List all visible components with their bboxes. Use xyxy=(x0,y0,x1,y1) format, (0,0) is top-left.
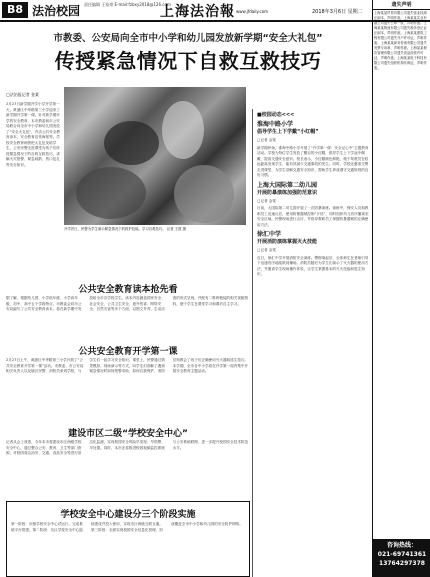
sidebar-item-subtitle: 倡导学生上下学戴“小红帽” xyxy=(257,129,319,135)
photo-figure xyxy=(76,167,146,219)
photo-figure xyxy=(162,101,204,159)
box-title: 学校安全中心建设分三个阶段实施 xyxy=(60,510,196,520)
issue-date: 2018年3月6日 星期二 xyxy=(312,9,363,15)
notice-column xyxy=(372,0,430,577)
sidebar-item-subtitle: 开展防暴演练加强防范意识 xyxy=(257,189,318,196)
notice-title: 遗失声明 xyxy=(373,0,430,10)
hotline-number: 021-69741361 xyxy=(377,551,427,558)
sidebar-item-text: 日前，大国际第二幼儿园开展了一次防暴演练。演练中，保安人员和教职员工迅速反应，使用防暴器械控制“歹徒”，同时组织幼儿有序撤离至安全区域。民警现场进行点评，并指导教职员工掌握防暴器械的正确使用方法。 xyxy=(257,206,369,227)
editor-info: 责任编辑 王家豪 E-mail:fzbxy2018@126.com xyxy=(84,2,171,7)
page-tag: B8 xyxy=(2,2,28,18)
website-url[interactable]: www.jfdaily.com xyxy=(236,9,269,14)
article-body: 记者从会上获悉，今年本市将建设市区两级学校安全中心，通过整合公安、教育、卫生等部门资源，对校园周边治安、交通、食品安全等进行常态化监测，实现校园安全风险早发现、早预警、早处置。同时，本市还将推进校园视频监控系统与公安系统联网，进一步提升校园安全技术防范水平。 xyxy=(6,440,249,455)
kicker: 市教委、公安局向全市中小学和幼儿园发放新学期“安全大礼包” xyxy=(53,33,323,44)
hotline-mobile: 13764297378 xyxy=(379,560,425,567)
info-box xyxy=(6,501,250,577)
sidebar-item-title: 淮海中路小学 xyxy=(257,121,294,128)
photo-figure xyxy=(104,121,159,165)
sidebar-item-byline: □记者 金棠 xyxy=(257,248,276,252)
photo-caption: 开学首日，民警为学生演示紧急情况下的救护技能，学习自救技巧。 记者 王建 摄 xyxy=(64,227,186,231)
photo-figure xyxy=(174,165,234,223)
sidebar-item-text: 新学期伊始，淮海中路小学开展了“开学第一课：安全记心中”主题教育活动。学校为每位学生发放了醒目的小红帽，倡导学生上下学途中佩戴，提高交通安全意识。校长表示，小红帽颜色鲜艳，便于驾驶员在较远距离发现学生，能有效减少交通事故的发生。同时，学校还邀请交警走进课堂，为学生讲解交通安全知识，帮助学生养成遵守交通规则的良好习惯。 xyxy=(257,145,369,177)
sidebar-item-byline: □记者 金棠 xyxy=(257,198,276,203)
article-body: 据了解，根据幼儿园、小学低年级、小学高年级、初中、高中五个学段特点，市教委会同市公安局编写了公共安全教育读本，将在新学期中发放给全市各学段学生。读本内容涵盖国家安全、社会安全、公共卫生安全、意外伤害、网络安全、自然灾害等多个方面，以图文并茂、生动活泼的形式呈现，并配有二维码链接的相关视频资料，便于学生在课堂学习和课后自主学习。 xyxy=(6,296,249,311)
news-photo xyxy=(64,87,246,225)
sidebar-item-text: 近日，徐汇中学开展消防安全演练。警报响起后，全体师生在老师引导下迅速有序地疏散到操场。消防员随后为学生们演示了灭火器的使用方法，并邀请学生现场操作体验，让学生掌握基本的灭火技能和逃生知识。 xyxy=(257,255,369,276)
lead-text: 2月27日新学期开学小学开学第一天，黄浦区中华路第三小学迎来了新学期开学第一课。针对新学期开学的安全教育，本市教委和市公安局联合向全市中小学和幼儿园发放了“安全大礼包”，内含公共安全教育读本、安全教育宣传海报等。学校安全教育师资把大礼包发给学生，公安民警走进课堂为孩子们传授紧急情况下的自救互救技巧，讲解火灾报警、紧急疏散、伤口包扎等安全知识。 xyxy=(6,102,61,167)
hotline-label: 咨询热线： xyxy=(386,542,417,549)
masthead xyxy=(0,0,430,22)
campus-news-sidebar xyxy=(252,109,370,577)
notice-text: 上海某某贸易有限公司遗失营业执照正副本，声明作废。上海某某实业有限公司遗失公章一枚，声明作废。上海某某物流有限公司遗失税务登记证正副本，声明作废。上海某某建筑工程有限公司遗失开户许可证，声明作废。上海某某商务咨询有限公司遗失发票专用章，声明作废。上海某某餐饮管理有限公司遗失食品经营许可证，声明作废。上海某某电子科技有限公司遗失组织机构代码证，声明作废。 xyxy=(374,11,427,70)
box-body: 第一阶段：市级学校安全中心试运行，完成系统平台搭建。第二阶段：各区学校安全中心陆续建成并投入使用，实现市区两级互联互通。第三阶段：全面实现校园安全信息化管理，形成覆盖全市中小学和幼儿园的安全防护网络。 xyxy=(11,522,243,532)
article-title: 公共安全教育读本抢先看 xyxy=(78,285,178,295)
article-title: 公共安全教育开学第一课 xyxy=(78,347,178,357)
sidebar-item-title: 徐汇中学 xyxy=(257,231,282,238)
main-content xyxy=(0,24,370,577)
sidebar-item-subtitle: 开展消防演练掌握灭火技能 xyxy=(257,239,318,245)
sidebar-label: ■校园动态<<< xyxy=(257,112,295,118)
newspaper-logo: 上海法治報 xyxy=(160,4,235,20)
page-headline: 传授紧急情况下自救互救技巧 xyxy=(54,49,322,73)
article-title: 建设市区二级“学校安全中心” xyxy=(68,429,188,439)
sidebar-item-byline: □记者 金棠 xyxy=(257,138,276,142)
sidebar-item-title: 上海大国际第二幼儿园 xyxy=(257,181,318,189)
section-name: 法治校园 xyxy=(32,4,81,18)
lead-byline: □法治报记者 金棠 xyxy=(6,92,40,97)
hotline-box xyxy=(373,539,430,577)
article-body: 2月27日上午，黄浦区中华路第三小学开展了“公共安全教育开学第一课”活动。市教委、市公安局相关负责人以及辖区民警、消防员来到学校，与学生们一起学习安全知识。课堂上，民警通过情景模拟、现场演示等方式，向学生们讲解了遇到紧急情况时如何报警求助、如何自我保护，消防员则教会了孩子们正确使用灭火器和逃生技巧。本学期，全市各中小学将在开学第一周内集中开展安全教育主题活动。 xyxy=(6,358,249,373)
